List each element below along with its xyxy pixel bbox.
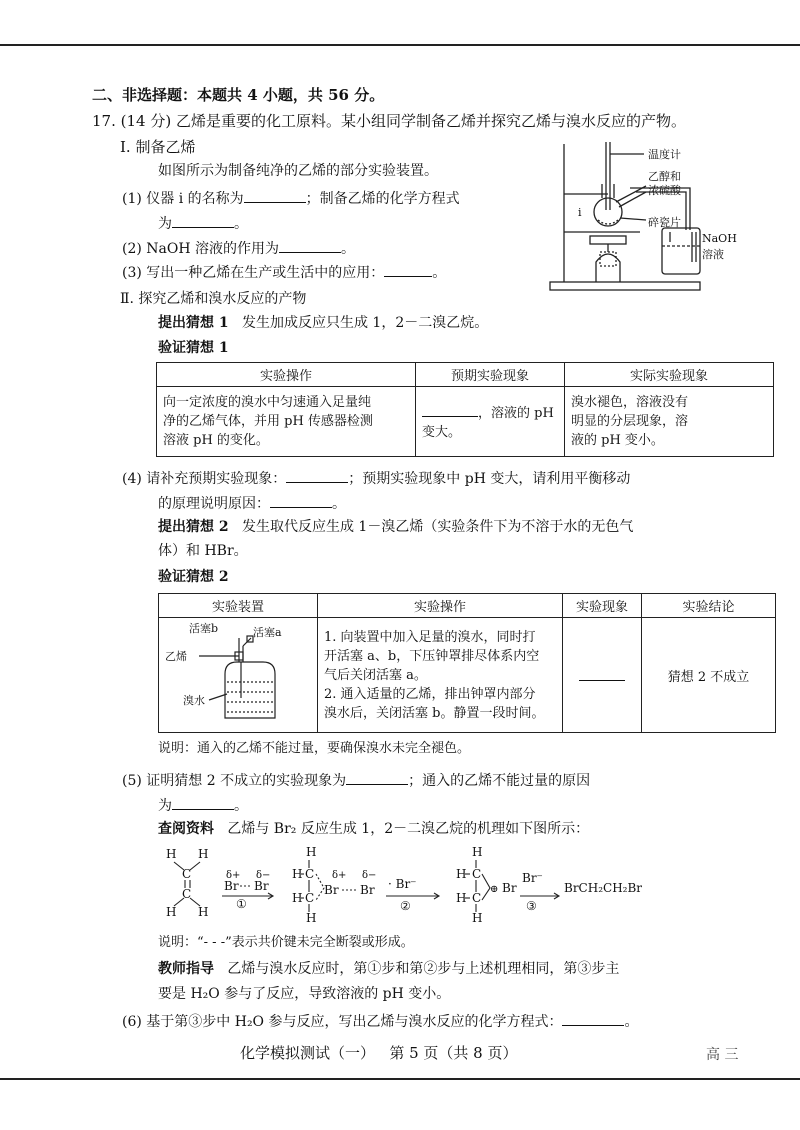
answer-blank[interactable] <box>422 402 478 417</box>
guess2-cont: 体）和 HBr。 <box>158 543 248 559</box>
table-verify1 <box>156 362 774 457</box>
svg-text:H: H <box>472 845 483 859</box>
svg-text:Br: Br <box>502 881 517 895</box>
svg-text:乙烯: 乙烯 <box>165 650 187 663</box>
section-heading: 二、非选择题：本题共 4 小题，共 56 分。 <box>92 86 385 104</box>
svg-text:③: ③ <box>526 899 537 913</box>
teacher-guide-cont: 要是 H₂O 参与了反应，导致溶液的 pH 变小。 <box>158 986 451 1002</box>
answer-blank[interactable] <box>384 262 432 277</box>
bell-jar-figure <box>159 618 309 728</box>
svg-text:δ+: δ+ <box>332 870 347 881</box>
svg-text:C: C <box>305 891 315 905</box>
svg-text:C: C <box>305 867 315 881</box>
svg-text:H: H <box>292 891 303 905</box>
svg-text:δ+: δ+ <box>226 870 241 881</box>
q4-line: (4) 请补充预期实验现象： ；预期实验现象中 pH 变大，请利用平衡移动 <box>122 468 630 488</box>
table-cell-phenomenon <box>563 618 642 733</box>
wire-gauze <box>590 236 626 244</box>
svg-text:H: H <box>472 911 483 925</box>
q5-line2: 为 。 <box>158 795 248 815</box>
footer: 化学模拟测试（一） 第 5 页（共 8 页） <box>240 1044 518 1062</box>
svg-text:Br⁻: Br⁻ <box>522 871 543 885</box>
svg-text:H: H <box>198 905 209 919</box>
part1-desc: 如图所示为制备纯净的乙烯的部分实验装置。 <box>158 163 438 179</box>
bell-jar-icon <box>225 662 275 718</box>
svg-text:活塞a: 活塞a <box>253 626 282 639</box>
mechanism-diagram <box>160 842 660 926</box>
table-header: 预期实验现象 <box>416 363 565 387</box>
table-cell-expected: ，溶液的 pH 变大。 <box>416 387 565 457</box>
answer-blank[interactable] <box>286 468 348 483</box>
svg-text:C: C <box>472 891 482 905</box>
svg-text:H: H <box>292 867 303 881</box>
svg-text:i: i <box>578 206 582 219</box>
svg-text:H: H <box>456 867 467 881</box>
q6-line: (6) 基于第③步中 H₂O 参与反应，写出乙烯与溴水反应的化学方程式： 。 <box>122 1011 638 1031</box>
table-verify2 <box>158 593 776 733</box>
svg-text:H: H <box>306 911 317 925</box>
answer-blank[interactable] <box>244 188 306 203</box>
q4-line2: 的原理说明原因： 。 <box>158 493 346 513</box>
part2-title: Ⅱ. 探究乙烯和溴水反应的产物 <box>120 291 307 307</box>
table-cell-operations: 1. 向装置中加入足量的溴水，同时打 开活塞 a、b，下压钟罩排尽体系内空 气后关闭活塞 a。 2. 通入适量的乙烯，排出钟罩内部分 溴水后，关闭活塞 b。静置一段时间。 <box>318 618 563 733</box>
svg-text:C: C <box>182 887 192 901</box>
note1: 说明：通入的乙烯不能过量，要确保溴水未完全褪色。 <box>158 741 471 756</box>
answer-blank[interactable] <box>562 1011 624 1026</box>
svg-text:· Br⁻: · Br⁻ <box>388 877 417 891</box>
answer-blank[interactable] <box>579 666 625 681</box>
footer-corner: 高 三 <box>706 1047 739 1063</box>
table-header: 实验操作 <box>318 594 563 618</box>
svg-text:H: H <box>198 847 209 861</box>
table-cell-operation: 向一定浓度的溴水中匀速通入足量纯 净的乙烯气体，并用 pH 传感器检测 溶液 pH 的变化。 <box>157 387 416 457</box>
svg-text:Br: Br <box>224 879 239 893</box>
part1-title: Ⅰ. 制备乙烯 <box>120 138 196 156</box>
answer-blank[interactable] <box>270 493 332 508</box>
teacher-guide: 教师指导 乙烯与溴水反应时，第①步和第②步与上述机理相同，第③步主 <box>158 961 620 977</box>
svg-text:②: ② <box>400 899 411 913</box>
svg-text:Br: Br <box>360 883 375 897</box>
q2-line: (2) NaOH 溶液的作用为 。 <box>122 238 355 258</box>
svg-text:浓硫酸: 浓硫酸 <box>648 184 681 197</box>
guess1: 提出猜想 1 发生加成反应只生成 1，2－二溴乙烷。 <box>158 315 489 331</box>
svg-text:δ−: δ− <box>362 870 377 881</box>
answer-blank[interactable] <box>279 238 341 253</box>
table-cell-actual: 溴水褪色，溶液没有 明显的分层现象，溶 液的 pH 变小。 <box>565 387 774 457</box>
naoh-bottle-icon <box>662 228 700 274</box>
svg-text:活塞b: 活塞b <box>189 622 219 635</box>
answer-blank[interactable] <box>172 213 234 228</box>
note2: 说明：“- - -”表示共价键未完全断裂或形成。 <box>158 935 414 950</box>
verify1: 验证猜想 1 <box>158 340 229 356</box>
table-header: 实际实验现象 <box>565 363 774 387</box>
svg-text:⊕: ⊕ <box>490 884 499 895</box>
svg-text:乙醇和: 乙醇和 <box>648 170 681 183</box>
table-cell-apparatus <box>159 618 318 733</box>
svg-text:温度计: 温度计 <box>648 148 681 161</box>
svg-text:溶液: 溶液 <box>702 248 724 261</box>
bottom-rule <box>0 1078 800 1080</box>
q1-line: (1) 仪器 i 的名称为 ；制备乙烯的化学方程式 <box>122 188 460 208</box>
table-header: 实验操作 <box>157 363 416 387</box>
reference: 查阅资料 乙烯与 Br₂ 反应生成 1，2－二溴乙烷的机理如下图所示： <box>158 821 590 837</box>
svg-text:H: H <box>456 891 467 905</box>
svg-text:BrCH₂CH₂Br: BrCH₂CH₂Br <box>564 881 643 895</box>
svg-text:Br: Br <box>324 883 339 897</box>
svg-text:C: C <box>182 867 192 881</box>
svg-text:溴水: 溴水 <box>183 694 205 707</box>
guess2: 提出猜想 2 发生取代反应生成 1－溴乙烯（实验条件下为不溶于水的无色气 <box>158 519 634 535</box>
svg-text:①: ① <box>236 897 247 911</box>
q5-line: (5) 证明猜想 2 不成立的实验现象为 ；通入的乙烯不能过量的原因 <box>122 770 590 790</box>
table-header: 实验现象 <box>563 594 642 618</box>
top-rule <box>0 44 800 46</box>
table-header: 实验结论 <box>642 594 776 618</box>
svg-text:H: H <box>306 845 317 859</box>
answer-blank[interactable] <box>172 795 234 810</box>
svg-text:NaOH: NaOH <box>702 232 737 245</box>
flask-icon <box>594 198 622 226</box>
q17-intro: 17. (14 分) 乙烯是重要的化工原料。某小组同学制备乙烯并探究乙烯与溴水反应的产物。 <box>92 112 686 130</box>
table-cell-conclusion: 猜想 2 不成立 <box>642 618 776 733</box>
apparatus-figure <box>540 136 740 296</box>
svg-text:Br: Br <box>254 879 269 893</box>
svg-text:H: H <box>166 847 177 861</box>
q1-line2: 为 。 <box>158 213 248 233</box>
svg-text:δ−: δ− <box>256 870 271 881</box>
table-header: 实验装置 <box>159 594 318 618</box>
answer-blank[interactable] <box>346 770 408 785</box>
svg-text:C: C <box>472 867 482 881</box>
stand-base <box>550 282 700 290</box>
verify2: 验证猜想 2 <box>158 569 229 585</box>
svg-text:碎瓷片: 碎瓷片 <box>648 216 681 229</box>
q3-line: (3) 写出一种乙烯在生产或生活中的应用： 。 <box>122 262 446 282</box>
svg-text:H: H <box>166 905 177 919</box>
